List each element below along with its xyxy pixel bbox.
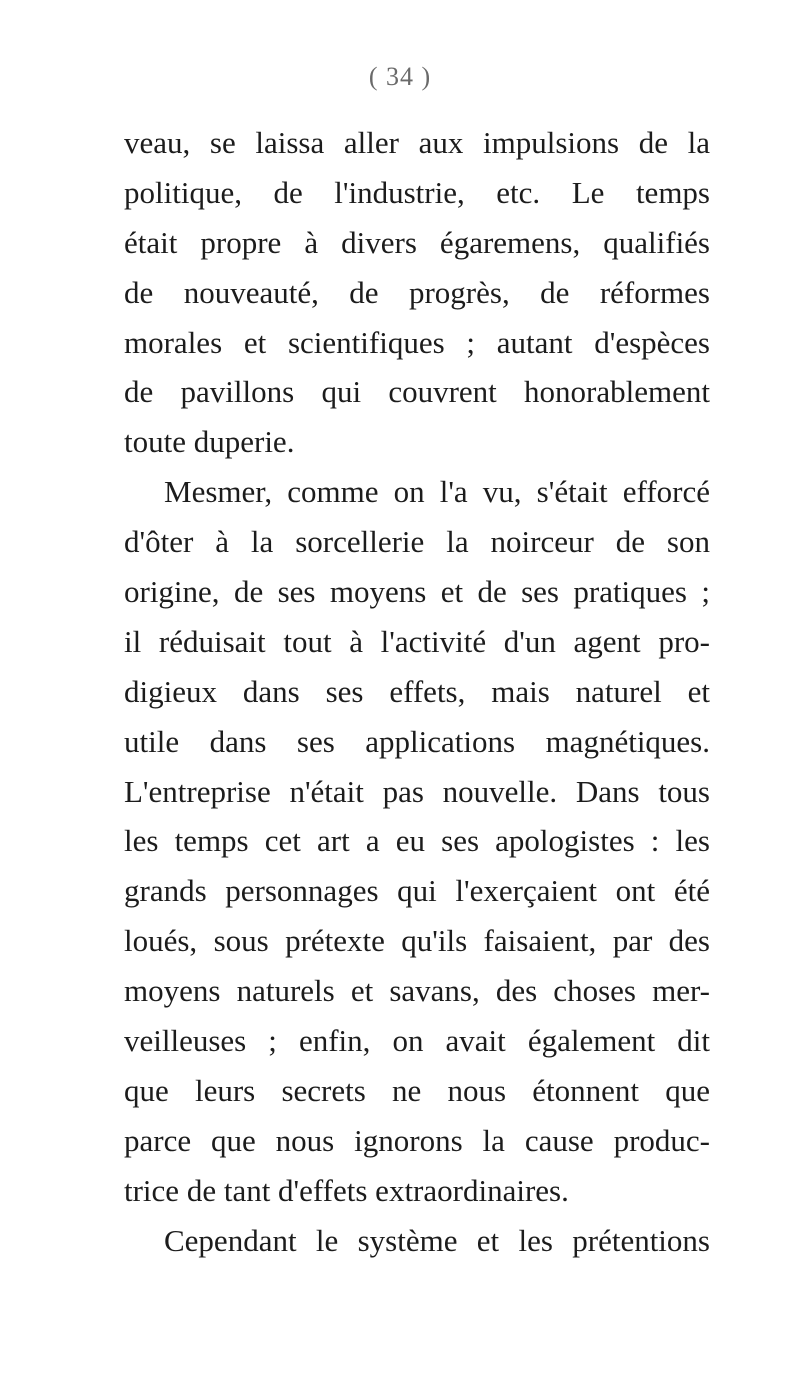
text-line: toute duperie. <box>124 424 295 460</box>
text-line: utile dans ses applications magnétiques. <box>124 723 710 759</box>
text-line: grands personnages qui l'exerçaient ont été <box>124 873 710 909</box>
text-line: loués, sous prétexte qu'ils faisaient, par des <box>124 923 710 959</box>
text-line: d'ôter à la sorcellerie la noirceur de son <box>124 524 710 560</box>
paragraph-start-line: Cependant le système et les prétentions <box>164 1222 710 1258</box>
text-line: politique, de l'industrie, etc. Le temps <box>124 174 710 210</box>
text-line: trice de tant d'effets extraordinaires. <box>124 1172 569 1208</box>
paragraph-start-line: Mesmer, comme on l'a vu, s'était efforcé <box>164 474 710 510</box>
text-line: était propre à divers égaremens, qualifiés <box>124 224 710 260</box>
text-line: digieux dans ses effets, mais naturel et <box>124 673 710 709</box>
text-line: de pavillons qui couvrent honorablement <box>124 374 710 410</box>
text-line: origine, de ses moyens et de ses pratiques ; <box>124 574 710 610</box>
text-line: morales et scientifiques ; autant d'espèces <box>124 324 710 360</box>
body-text <box>124 118 710 1265</box>
text-line: parce que nous ignorons la cause produc- <box>124 1122 710 1158</box>
text-line: il réduisait tout à l'activité d'un agent pro- <box>124 623 710 659</box>
text-line: veilleuses ; enfin, on avait également dit <box>124 1023 710 1059</box>
text-line: de nouveauté, de progrès, de réformes <box>124 274 710 310</box>
text-line: que leurs secrets ne nous étonnent que <box>124 1072 710 1108</box>
text-line: L'entreprise n'était pas nouvelle. Dans tous <box>124 773 710 809</box>
page-number: ( 34 ) <box>368 62 432 91</box>
text-line: moyens naturels et savans, des choses mer- <box>124 973 710 1009</box>
text-line: les temps cet art a eu ses apologistes : les <box>124 823 710 859</box>
text-line: veau, se laissa aller aux impulsions de la <box>124 125 710 160</box>
